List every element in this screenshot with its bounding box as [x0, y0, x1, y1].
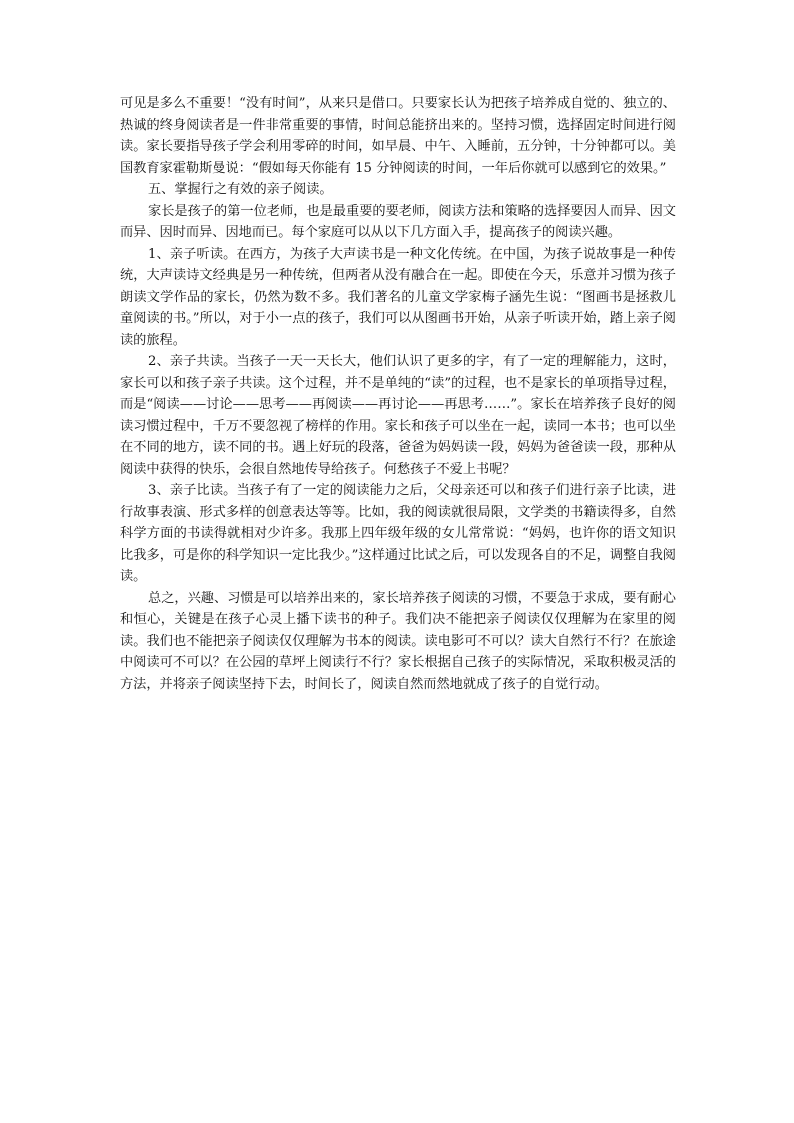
paragraph-listen-reading: 1、亲子听读。在西方，为孩子大声读书是一种文化传统。在中国，为孩子说故事是一种传统，大声读诗文经典是另一种传统，但两者从没有融合在一起。即使在今天，乐意并习惯为孩子朗读文学作品的家长，仍然为数不多。我们著名的儿童文学家梅子涵先生说：“图画书是拯救儿童阅读的书。”所以，对于小一点的孩子，我们可以从图画书开始，从亲子听读开始，踏上亲子阅读的旅程。: [120, 246, 676, 348]
paragraph-compare-reading: 3、亲子比读。当孩子有了一定的阅读能力之后，父母亲还可以和孩子们进行亲子比读，进行故事表演、形式多样的创意表达等等。比如，我的阅读就很局限，文学类的书籍读得多，自然科学方面的书读得就相对少许多。我那上四年级年级的女儿常常说：“妈妈，也许你的语文知识比我多，可是你的科学知识一定比我少。”这样通过比试之后，可以发现各自的不足，调整自我阅读。: [120, 483, 676, 584]
paragraph-intro: 可见是多么不重要！“没有时间”，从来只是借口。只要家长认为把孩子培养成自觉的、独立的、热诚的终身阅读者是一件非常重要的事情，时间总能挤出来的。坚持习惯，选择固定时间进行阅读。家长要指导孩子学会利用零碎的时间，如早晨、中午、入睡前，五分钟，十分钟都可以。美国教育家霍勒斯曼说：“假如每天你能有 15 分钟阅读的时间，一年后你就可以感到它的效果。”: [120, 96, 676, 176]
section-heading-five: 五、掌握行之有效的亲子阅读。: [148, 182, 333, 197]
paragraph-parents-first-teacher: 家长是孩子的第一位老师，也是最重要的要老师，阅读方法和策略的选择要因人而异、因文而异、因时而异、因地而已。每个家庭可以从以下几方面入手，提高孩子的阅读兴趣。: [120, 203, 676, 240]
paragraph-conclusion: 总之，兴趣、习惯是可以培养出来的，家长培养孩子阅读的习惯，不要急于求成，要有耐心和恒心，关键是在孩子心灵上播下读书的种子。我们决不能把亲子阅读仅仅理解为在家里的阅读。我们也不能把亲子阅读仅仅理解为书本的阅读。读电影可不可以？读大自然行不行？在旅途中阅读可不可以？在公园的草坪上阅读行不行？家长根据自己孩子的实际情况，采取积极灵活的方法，并将亲子阅读坚持下去，时间长了，阅读自然而然地就成了孩子的自觉行动。: [120, 590, 676, 692]
paragraph-shared-reading: 2、亲子共读。当孩子一天一天长大，他们认识了更多的字，有了一定的理解能力，这时，家长可以和孩子亲子共读。这个过程，并不是单纯的“读”的过程，也不是家长的单项指导过程，而是“阅读——讨论——思考——再阅读——再讨论——再思考……”。家长在培养孩子良好的阅读习惯过程中，千万不要忽视了榜样的作用。家长和孩子可以坐在一起，读同一本书；也可以坐在不同的地方，读不同的书。遇上好玩的段落，爸爸为妈妈读一段，妈妈为爸爸读一段，那种从阅读中获得的快乐，会很自然地传导给孩子。何愁孩子不爱上书呢？: [120, 354, 676, 477]
document-body: [120, 93, 676, 695]
